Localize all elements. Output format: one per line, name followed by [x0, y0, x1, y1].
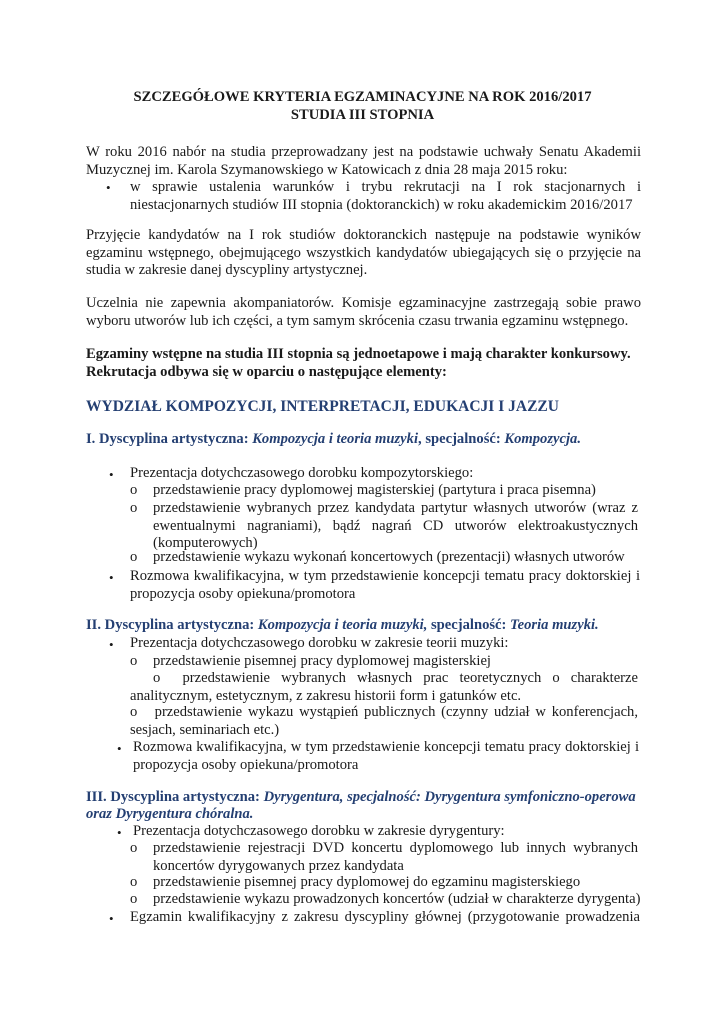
bullet-marker: • — [106, 180, 111, 195]
intro-bullet: w sprawie ustalenia warunków i trybu rekrutacji na I rok stacjonarnych i niestacjonarnych studiów III stopnia (doktoranckich) w roku akademickim 2016/2017 — [130, 179, 641, 213]
section-1-sub-2: przedstawienie wybranych przez kandydata partytur własnych utworów (wraz z ewentualnymi nagraniami), bądź nagrań CD utworów elektroakustycznych (komputerowych) — [153, 500, 638, 551]
section-3-heading-line-2: oraz Dyrygentura chóralna. — [86, 806, 254, 822]
sub-marker: o — [130, 704, 138, 720]
bullet-marker: • — [109, 467, 114, 482]
section-2-heading: II. Dyscyplina artystyczna: Kompozycja i teoria muzyki, specjalność: Teoria muzyki. — [86, 617, 599, 633]
section-3-bullet-1: Prezentacja dotychczasowego dorobku w zakresie dyrygentury: — [133, 823, 505, 839]
bullet-marker: • — [109, 637, 114, 652]
section-3-sub-2: przedstawienie pisemnej pracy dyplomowej do egzaminu magisterskiego — [153, 874, 581, 890]
section-1-bullet-2: Rozmowa kwalifikacyjna, w tym przedstawienie koncepcji tematu pracy doktorskiej i propozycja osoby opiekuna/promotora — [130, 568, 640, 602]
section-1-heading: I. Dyscyplina artystyczna: Kompozycja i teoria muzyki, specjalność: Kompozycja. — [86, 431, 581, 447]
accompanist-paragraph: Uczelnia nie zapewnia akompaniatorów. Komisje egzaminacyjne zastrzegają sobie prawo wyboru utworów lub ich części, a tym samym skrócenia czasu trwania egzaminu wstępnego. — [86, 295, 641, 329]
exam-notice-line-1: Egzaminy wstępne na studia III stopnia są jednoetapowe i mają charakter konkursowy. — [86, 346, 631, 362]
section-2-sub-3: o przedstawienie wykazu wystąpień publicznych (czynny udział w konferencjach, sesjach, seminariach etc.) — [130, 704, 638, 738]
section-3-sub-1: przedstawienie rejestracji DVD koncertu dyplomowego lub innych wybranych koncertów dyrygowanych przez kandydata — [153, 840, 638, 874]
exam-notice-line-2: Rekrutacja odbywa się w oparciu o następujące elementy: — [86, 364, 447, 380]
heading-line-1: SZCZEGÓŁOWE KRYTERIA EGZAMINACYJNE NA ROK 2016/2017 — [133, 89, 592, 105]
section-2-bullet-1: Prezentacja dotychczasowego dorobku w zakresie teorii muzyki: — [130, 635, 509, 651]
intro-paragraph: W roku 2016 nabór na studia przeprowadzany jest na podstawie uchwały Senatu Akademii Muzycznej im. Karola Szymanowskiego w Katowicach z dnia 28 maja 2015 roku: — [86, 144, 641, 178]
section-2-bullet-2: Rozmowa kwalifikacyjna, w tym przedstawienie koncepcji tematu pracy doktorskiej i propozycja osoby opiekuna/promotora — [133, 739, 639, 773]
section-2-sub-1: przedstawienie pisemnej pracy dyplomowej magisterskiej — [153, 653, 491, 669]
sub-marker: o — [130, 482, 138, 498]
section-3-bullet-2: Egzamin kwalifikacyjny z zakresu dyscypliny głównej (przygotowanie prowadzenia — [130, 909, 640, 925]
admission-paragraph: Przyjęcie kandydatów na I rok studiów doktoranckich następuje na podstawie wyników egzaminu wstępnego, obejmującego wszystkich kandydatów ubiegających się o przyjęcie na studia w zakresie danej dyscypliny artystycznej. — [86, 227, 641, 278]
sub-marker: o — [130, 653, 138, 669]
section-1-sub-1: przedstawienie pracy dyplomowej magisterskiej (partytura i praca pisemna) — [153, 482, 596, 498]
sub-marker: o — [153, 670, 161, 686]
sub-marker: o — [130, 549, 138, 565]
section-3-sub-3: przedstawienie wykazu prowadzonych koncertów (udział w charakterze dyrygenta) — [153, 891, 641, 907]
sub-marker: o — [130, 891, 138, 907]
bullet-marker: • — [117, 741, 122, 756]
section-2-sub-2: o przedstawienie wybranych własnych prac teoretycznych o charakterze analitycznym, estetycznym, z zakresu historii form i gatunków etc. — [130, 670, 638, 704]
bullet-marker: • — [117, 825, 122, 840]
sub-marker: o — [130, 840, 138, 856]
section-3-heading: III. Dyscyplina artystyczna: Dyrygentura, specjalność: Dyrygentura symfoniczno-operowa — [86, 789, 636, 805]
section-1-bullet-1: Prezentacja dotychczasowego dorobku kompozytorskiego: — [130, 465, 474, 481]
sub-marker: o — [130, 874, 138, 890]
heading-line-2: STUDIA III STOPNIA — [290, 107, 435, 123]
bullet-marker: • — [109, 911, 114, 926]
section-1-sub-3: przedstawienie wykazu wykonań koncertowych (prezentacji) własnych utworów — [153, 549, 625, 565]
bullet-marker: • — [109, 570, 114, 585]
faculty-title: WYDZIAŁ KOMPOZYCJI, INTERPRETACJI, EDUKACJI I JAZZU — [86, 398, 559, 415]
sub-marker: o — [130, 500, 138, 516]
